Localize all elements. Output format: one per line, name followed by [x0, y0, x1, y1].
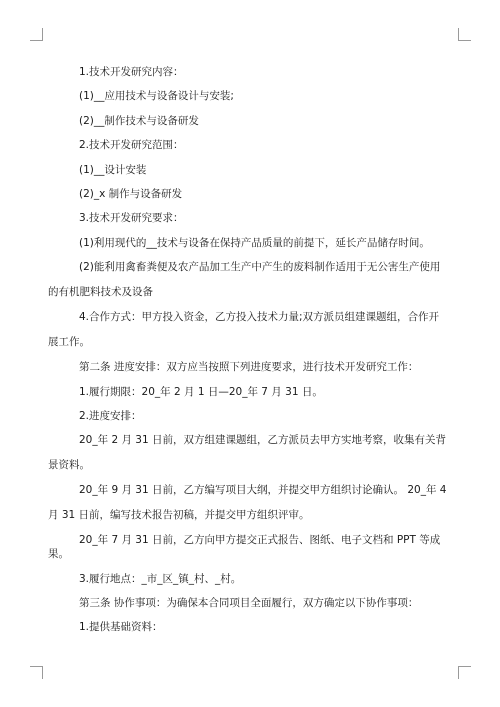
crop-mark-top-right	[458, 28, 471, 41]
paragraph: 1.履行期限：20_年 2 月 1 日—20_年 7 月 31 日。	[79, 385, 323, 398]
paragraph: 20_年 9 月 31 日前，乙方编写项目大纲，并提交甲方组织讨论确认。 20_年 4 月 31 日前，编写技术报告初稿，并提交甲方组织评审。	[48, 484, 447, 522]
paragraph: 第二条 进度安排：双方应当按照下列进度要求，进行技术开发研究工作：	[79, 361, 419, 374]
paragraph: (1)__应用技术与设备设计与安装;	[79, 90, 234, 103]
paragraph: 1.技术开发研究内容：	[79, 66, 184, 78]
paragraph: 4.合作方式：甲方投入资金，乙方投入技术力量;双方派员组建课题组，合作开展工作。	[48, 311, 440, 349]
paragraph: 3.履行地点：_市_区_镇_村、_村。	[79, 572, 242, 585]
paragraph: 20_年 7 月 31 日前，乙方向甲方提交正式报告、图纸、电子文档和 PPT 等成果。	[48, 534, 441, 561]
paragraph: (2)_x 制作与设备研发	[79, 187, 183, 200]
paragraph: 第三条 协作事项：为确保本合同项目全面履行，双方确定以下协作事项：	[79, 597, 419, 610]
paragraph: 3.技术开发研究要求：	[79, 212, 184, 225]
crop-mark-bottom-right	[458, 666, 471, 679]
crop-mark-bottom-left	[30, 666, 43, 679]
crop-mark-top-left	[30, 28, 43, 41]
paragraph: (1)__设计安装	[79, 163, 147, 176]
paragraph: (2)能利用禽畜粪便及农产品加工生产中产生的废料制作适用于无公害生产使用的有机肥料技术及设备	[48, 261, 441, 299]
paragraph: (1)利用现代的__技术与设备在保持产品质量的前提下，延长产品储存时间。	[79, 236, 430, 249]
paragraph: 20_年 2 月 31 日前，双方组建课题组，乙方派员去甲方实地考察，收集有关背景资料。	[48, 434, 447, 472]
paragraph: (2)__制作技术与设备研发	[79, 114, 199, 127]
paragraph: 2.技术开发研究范围：	[79, 139, 184, 152]
document-body	[48, 65, 448, 645]
paragraph: 1.提供基础资料：	[79, 621, 163, 634]
paragraph: 2.进度安排：	[79, 409, 142, 422]
